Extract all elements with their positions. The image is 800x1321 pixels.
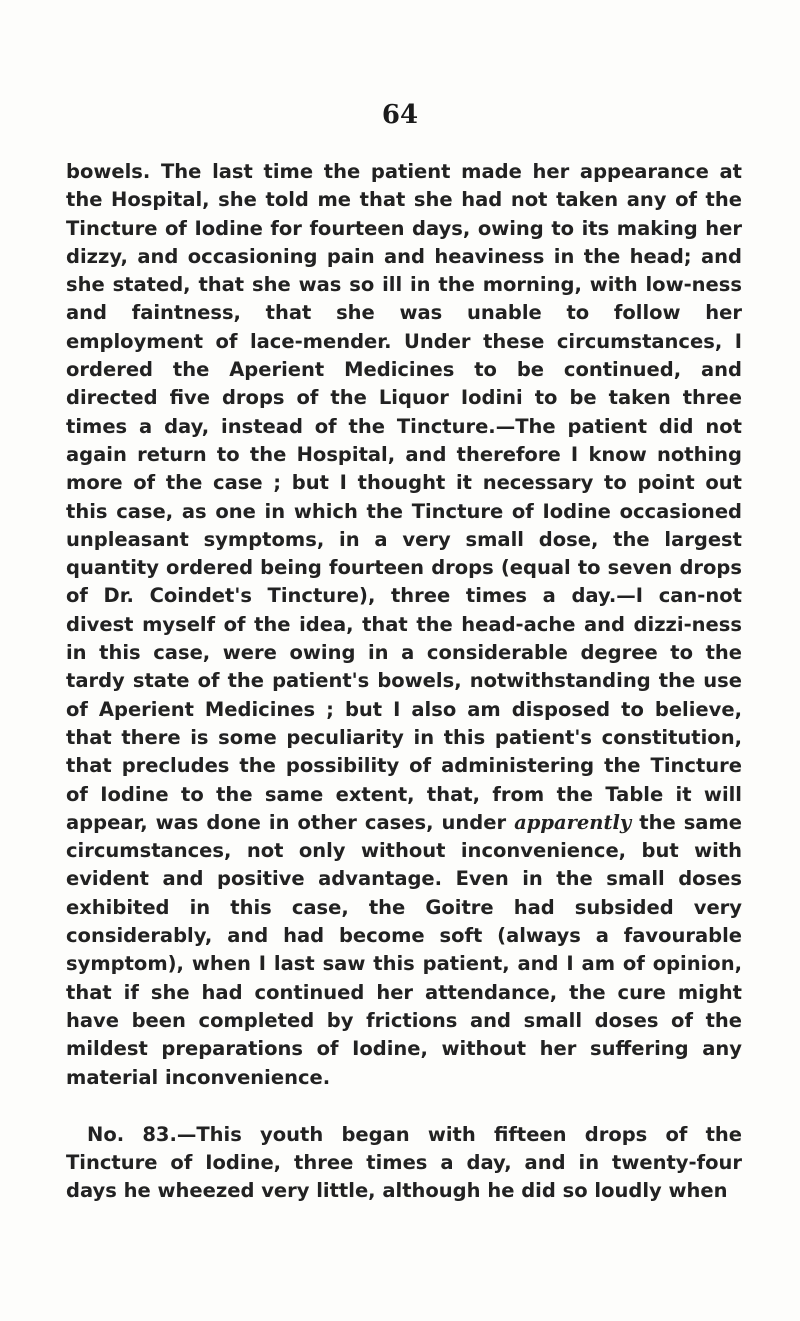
paragraph-text-after-emphasis: the same circumstances, not only without inconvenience, but with evident and positive advantage. Even in the small doses exhibited in this case, the Goitre had subsided very considerably, and had become soft (always a favourable symptom), when I last saw this patient, and I am of opinion, that if she had continued her attendance, the cure might have been completed by frictions and small doses of the mildest preparations of Iodine, without her suffering any material inconvenience. [66,810,742,1089]
emphasized-word: apparently [514,810,632,834]
paragraph-case-continuation [66,158,742,1092]
paragraph-case-83: No. 83.—This youth began with fifteen drops of the Tincture of Iodine, three times a day, and in twenty-four days he wheezed very little, although he did so loudly when [66,1122,742,1203]
page-number: 64 [381,100,419,130]
paragraph-text-before-emphasis: bowels. The last time the patient made her appearance at the Hospital, she told me that she had not taken any of the Tincture of Iodine for fourteen days, owing to its making her dizzy, and occasioning pain and heaviness in the head; and she stated, that she was so ill in the morning, with low-ness and faintness, that she was unable to follow her employment of lace-mender. Under these circumstances, I ordered the Aperient Medicines to be continued, and directed five drops of the Liquor Iodini to be taken three times a day, instead of the Tincture.—The patient did not again return to the Hospital, and therefore I know nothing more of the case ; but I thought it necessary to point out this case, as one in which the Tincture of Iodine occasioned unpleasant symptoms, in a very small dose, the largest quantity ordered being fourteen drops (equal to seven drops of Dr. Coindet's Tincture), three times a day.—I can-not divest myself of the idea, that the head-ache and dizzi-ness in this case, were owing in a considerable degree to the tardy state of the patient's bowels, notwithstanding the use of Aperient Medicines ; but I also am disposed to believe, that there is some peculiarity in this patient's constitution, that precludes the possibility of administering the Tincture of Iodine to the same extent, that, from the Table it will appear, was done in other cases, under [66,160,742,834]
body-text [66,158,742,1206]
